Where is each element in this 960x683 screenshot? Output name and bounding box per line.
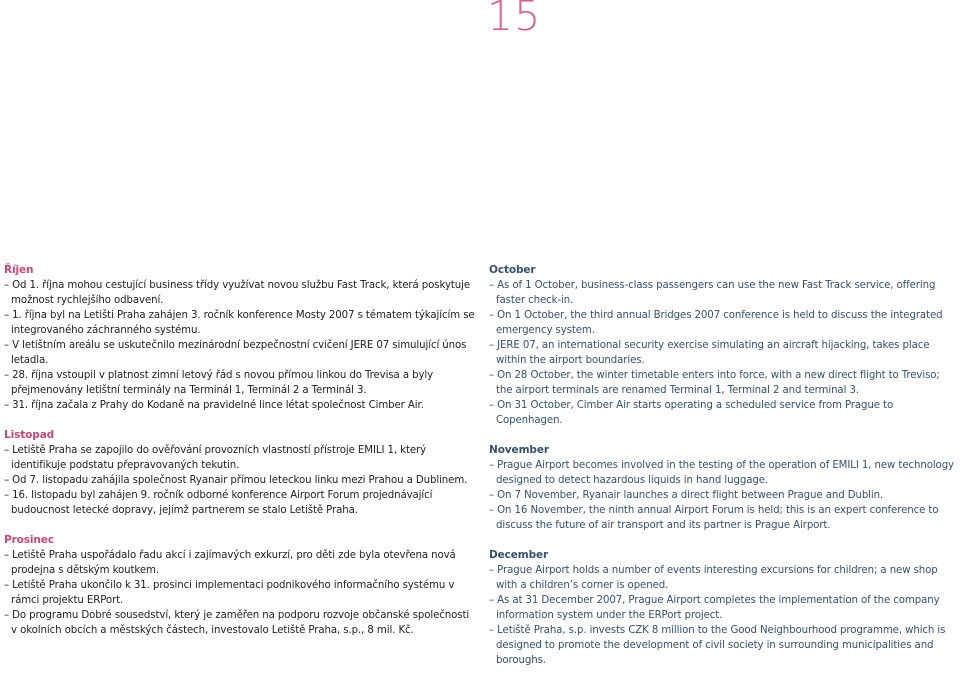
page-number: 15 [487, 0, 542, 40]
list-item: – 31. října začala z Prahy do Kodaně na pravidelné lince létat společnost Cimber Air. [4, 400, 424, 411]
month-section-listopad [4, 428, 476, 518]
list-item: – On 28 October, the winter timetable enters into force, with a new direct flight to Treviso; the airport terminals are renamed Terminal 1, Terminal 2 and terminal 3. [489, 370, 940, 396]
list-item: – As of 1 October, business-class passengers can use the new Fast Track service, offering faster check-in. [489, 280, 936, 306]
month-heading: Listopad [4, 429, 55, 441]
list-item: – JERE 07, an international security exercise simulating an aircraft hijacking, takes place within the airport boundaries. [489, 340, 930, 366]
list-item: – Letiště Praha ukončilo k 31. prosinci implementaci podnikového informačního systému v rámci projektu ERPort. [4, 580, 455, 606]
list-item: – On 7 November, Ryanair launches a direct flight between Prague and Dublin. [489, 490, 884, 501]
list-item: – 1. října byl na Letišti Praha zahájen 3. ročník konference Mosty 2007 s tématem týkajícím se integrovaného záchranného systému. [4, 310, 475, 336]
month-heading: December [489, 549, 549, 561]
czech-column [4, 263, 476, 653]
list-item: – Do programu Dobré sousedství, který je zaměřen na podporu rozvoje občanské společnosti v okolních obcích a městských částech, investovalo Letiště Praha, s.p., 8 mil. Kč. [4, 610, 470, 636]
list-item: – Od 7. listopadu zahájila společnost Ryanair přímou leteckou linku mezi Prahou a Dublinem. [4, 475, 468, 486]
month-section-december [489, 548, 959, 668]
list-item: – 28. října vstoupil v platnost zimní letový řád s novou přímou linkou do Trevisa a byly přejmenovány letištní terminály na Terminál 1, Terminál 2 a Terminál 3. [4, 370, 434, 396]
list-item: – V letištním areálu se uskutečnilo mezinárodní bezpečnostní cvičení JERE 07 simulující únos letadla. [4, 340, 467, 366]
list-item: – Letiště Praha, s.p. invests CZK 8 million to the Good Neighbourhood programme, which is designed to promote the development of civil society in surrounding municipalities and boroughs. [489, 625, 946, 666]
month-heading: November [489, 444, 549, 456]
list-item: – On 31 October, Cimber Air starts operating a scheduled service from Prague to Copenhagen. [489, 400, 894, 426]
month-section-rijen [4, 263, 476, 413]
month-section-october [489, 263, 959, 428]
month-section-prosinec [4, 533, 476, 638]
list-item: – Od 1. října mohou cestující business třídy využívat novou službu Fast Track, která poskytuje možnost rychlejšího odbavení. [4, 280, 471, 306]
list-item: – Prague Airport holds a number of events interesting excursions for children; a new shop with a children’s corner is opened. [489, 565, 938, 591]
month-heading: Říjen [4, 264, 34, 276]
month-heading: October [489, 264, 536, 276]
list-item: – On 16 November, the ninth annual Airport Forum is held; this is an expert conference to discuss the future of air transport and its partner is Prague Airport. [489, 505, 939, 531]
list-item: – As at 31 December 2007, Prague Airport completes the implementation of the company information system under the ERPort project. [489, 595, 940, 621]
list-item: – Prague Airport becomes involved in the testing of the operation of EMILI 1, new technology designed to detect hazardous liquids in hand luggage. [489, 460, 954, 486]
list-item: – Letiště Praha uspořádalo řadu akcí i zajímavých exkurzí, pro děti zde byla otevřena nová prodejna s dětským koutkem. [4, 550, 456, 576]
month-heading: Prosinec [4, 534, 54, 546]
list-item: – On 1 October, the third annual Bridges 2007 conference is held to discuss the integrated emergency system. [489, 310, 943, 336]
month-section-november [489, 443, 959, 533]
english-column [489, 263, 959, 683]
list-item: – Letiště Praha se zapojilo do ověřování provozních vlastností přístroje EMILI 1, který identifikuje podstatu přepravovaných tekutin. [4, 445, 427, 471]
list-item: – 16. listopadu byl zahájen 9. ročník odborné konference Airport Forum projednávající budoucnost letecké dopravy, jejímž partnerem se stalo Letiště Praha. [4, 490, 433, 516]
